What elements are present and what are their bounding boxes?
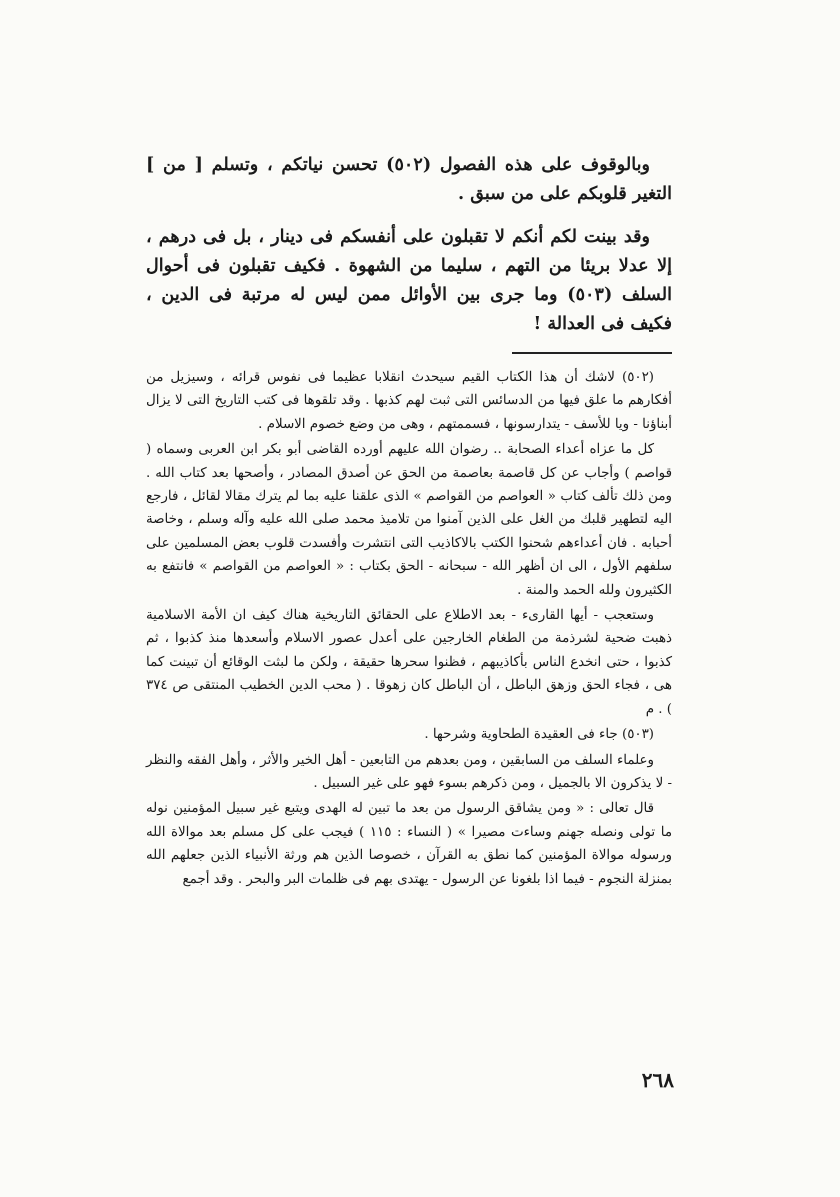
- page-number: ٢٦٨: [641, 1068, 674, 1092]
- footnotes: [146, 366, 672, 891]
- footnote-paragraph: (٥٠٢) لاشك أن هذا الكتاب القيم سيحدث انقلابا عظيما فى نفوس قرائه ، وسيزيل من أفكارهم ما علق فيها من الدسائس التى ثبت لهم كذبها . وقد تلقوها فى كتب التاريخ التى لا يزال أبناؤنا - ويا للأسف - يتدارسونها ، فسممتهم ، وهى من وضع خصوم الاسلام .: [146, 370, 672, 432]
- main-text: [146, 150, 672, 338]
- page-content: [146, 150, 672, 893]
- footnote-separator: [512, 352, 672, 354]
- main-paragraph: وبالوقوف على هذه الفصول (٥٠٢) تحسن نياتكم ، وتسلم [ من ] التغير قلوبكم على من سبق .: [146, 154, 672, 204]
- main-paragraph: وقد بينت لكم أنكم لا تقبلون على أنفسكم فى دينار ، بل فى درهم ، إلا عدلا بريئا من التهم ، سليما من الشهوة . فكيف تقبلون فى أحوال السلف (٥٠٣) وما جرى بين الأوائل ممن ليس له مرتبة فى الدين ، فكيف فى العدالة !: [146, 226, 672, 334]
- footnote-paragraph: كل ما عزاه أعداء الصحابة .. رضوان الله عليهم أورده القاضى أبو بكر ابن العربى وسماه ( قواصم ) وأجاب عن كل قاصمة بعاصمة من الحق عن أصدق المصادر ، وأصحها بعد كتاب الله . ومن ذلك تألف كتاب « العواصم من القواصم » الذى علقنا عليه بما لم يترك مقالا لقائل ، فارجع اليه لتطهير قلبك من الغل على الذين آمنوا من تلاميذ محمد صلى الله عليه وآله وسلم ، وخاصة أحبابه . فان أعداءهم شحنوا الكتب بالاكاذيب التى انتشرت وأفسدت قلوب بعض المسلمين على سلفهم الأول ، الى ان أظهر الله - سبحانه - الحق بكتاب : « العواصم من القواصم » فانتفع به الكثيرون ولله الحمد والمنة .: [146, 442, 672, 598]
- footnote-paragraph: وستعجب - أيها القارىء - بعد الاطلاع على الحقائق التاريخية هناك كيف ان الأمة الاسلامية ذهبت ضحية لشرذمة من الطغام الخارجين على أعدل عصور الاسلام وأسعدها منذ كذبوا ، ثم كذبوا ، حتى انخدع الناس بأكاذيبهم ، فظنوا سحرها حقيقة ، ولكن ما لبثت الوقائع أن تبينت كما هى ، فجاء الحق وزهق الباطل ، أن الباطل كان زهوقا . ( محب الدين الخطيب المنتقى ص ٣٧٤ ) . م: [146, 608, 672, 717]
- footnote-paragraph: قال تعالى : « ومن يشاقق الرسول من بعد ما تبين له الهدى ويتبع غير سبيل المؤمنين نوله ما تولى ونصله جهنم وساءت مصيرا » ( النساء : ١١٥ ) فيجب على كل مسلم بعد موالاة الله ورسوله موالاة المؤمنين كما نطق به القرآن ، خصوصا الذين هم ورثة الأنبياء الذين جعلهم الله بمنزلة النجوم - فيما اذا بلغونا عن الرسول - يهتدى بهم فى ظلمات البر والبحر . وقد أجمع: [146, 801, 673, 887]
- footnote-paragraph: (٥٠٣) جاء فى العقيدة الطحاوية وشرحها .: [424, 727, 654, 743]
- footnote-paragraph: وعلماء السلف من السابقين ، ومن بعدهم من التابعين - أهل الخير والأثر ، وأهل الفقه والنظر - لا يذكرون الا بالجميل ، ومن ذكرهم بسوء فهو على غير السبيل .: [146, 752, 672, 791]
